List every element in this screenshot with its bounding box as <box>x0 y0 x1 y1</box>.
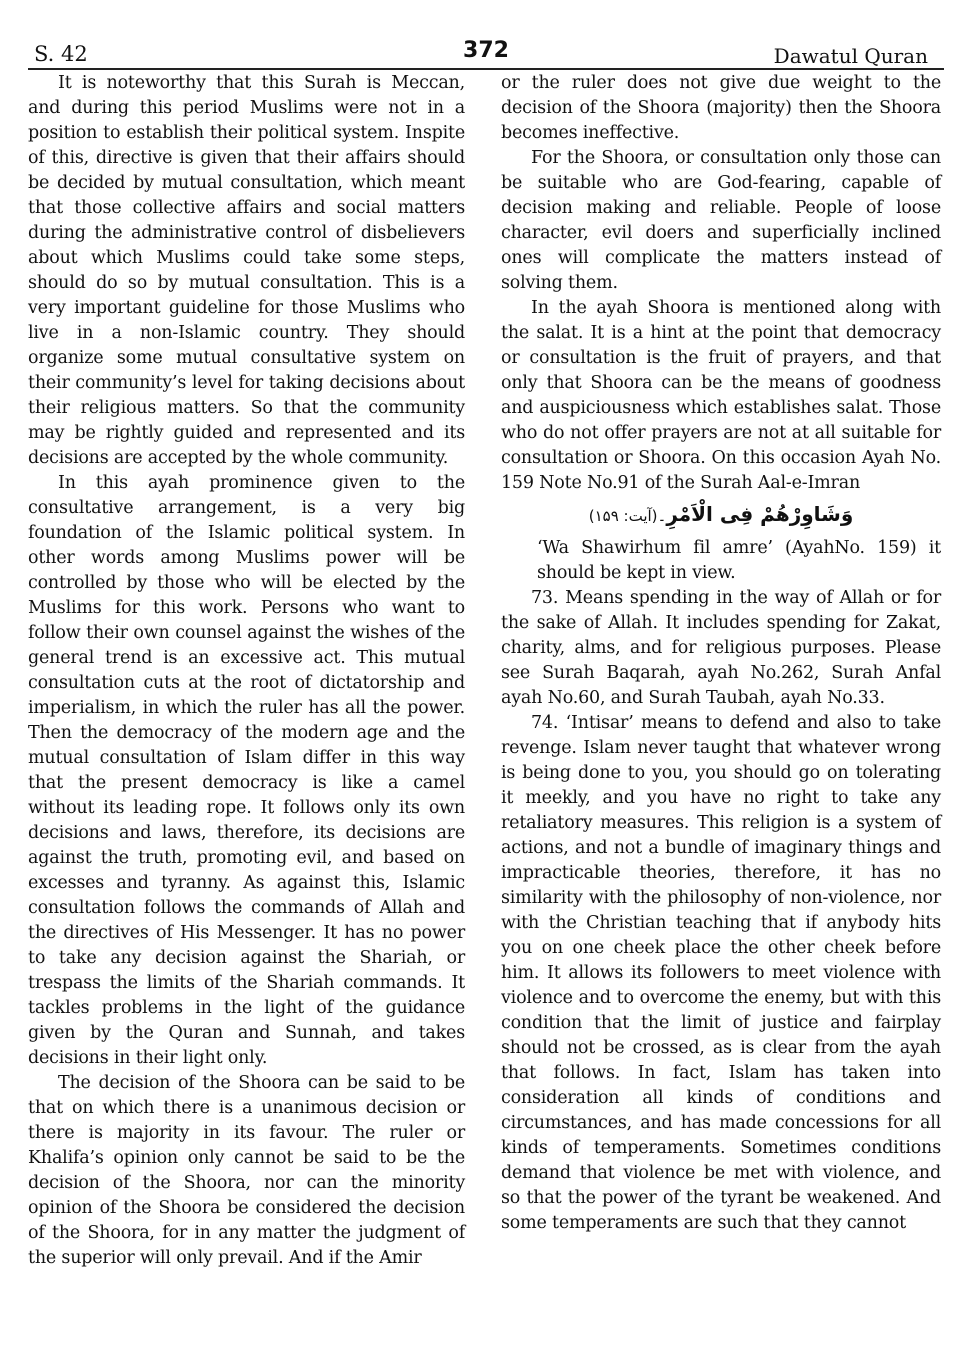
right-column <box>501 71 941 1236</box>
note-73: 73. Means spending in the way of Allah or for the sake of Allah. It includes spending for Zakat, charity, alms, and for religious purposes. Please see Surah Baqarah, ayah No.262, Surah Anfal ayah No.60, and Surah Taubah, ayah No.33. <box>501 588 941 708</box>
paragraph-shoora-suitability: For the Shoora, or consultation only those can be suitable who are God-fearing, capable of decision making and reliable. People of loose character, evil doers and superficially inclined ones will complicate the matters instead of solving them. <box>501 148 941 293</box>
arabic-verse <box>501 499 941 531</box>
page-number: 372 <box>463 38 509 63</box>
surah-number: S. 42 <box>34 42 88 66</box>
paragraph-continuation: or the ruler does not give due weight to the decision of the Shoora (majority) then the Shoora becomes ineffective. <box>501 73 941 143</box>
verse-transliteration: ‘Wa Shawirhum fil amre’ (AyahNo. 159) it should be kept in view. <box>537 538 941 583</box>
note-74: 74. ‘Intisar’ means to defend and also to take revenge. Islam never taught that whatever wrong is being done to you, you should go on tolerating it meekly, and you have no right to take any retaliatory measures. This religion is a system of actions, and not a bundle of imaginary things and impracticable theories, therefore, it has no similarity with the philosophy of non-violence, nor with the Christian teaching that if anybody hits you on one cheek place the other cheek before him. It allows its followers to meet violence with violence and to overcome the enemy, but with this condition that the limit of justice and fairplay should not be crossed, as is clear from the ayah that follows. In fact, Islam has taken into consideration all kinds of conditions and circumstances, and has made concessions for all kinds of temperaments. Sometimes conditions demand that violence be met with violence, and so that the power of the tyrant be weakened. And some temperaments are such that they cannot <box>501 713 941 1233</box>
paragraph-consultative-arrangement: In this ayah prominence given to the consultative arrangement, is a very big foundation of the Islamic political system. In other words among Muslims power will be controlled by those who will be elected by the Muslims for this work. Persons who want to follow their own counsel against the wishes of the general trend is an excessive act. This mutual consultation cuts at the root of dictatorship and imperialism, in which the ruler has all the power. Then the democracy of the modern age and the mutual consultation of Islam differ in this way that the present democracy is like a camel without its leading rope. It follows only its own decisions and laws, therefore, its decisions are against the truth, promoting evil, and based on excesses and tyranny. As against this, Islamic consultation follows the commands of Allah and the directives of His Messenger. It has no power to take any decision against the Shariah, or trespass the limits of the Shariah commands. It tackles problems in the light of the guidance given by the Quran and Sunnah, and takes decisions in their light only. <box>28 473 465 1068</box>
left-column <box>28 71 465 1271</box>
page-header <box>28 38 944 70</box>
paragraph-meccan-surah: It is noteworthy that this Surah is Meccan, and during this period Muslims were not in a position to establish their political system. Inspite of this, directive is given that their affairs should be decided by mutual consultation, which meant that those collective affairs and social matters during the administrative control of disbelievers about which Muslims could take some steps, should do so by mutual consultation. This is a very important guideline for those Muslims who live in a non-Islamic country. They should organize some mutual consultative system on their community’s level for taking decisions about their religious matters. So that the community may be rightly guided and represented and its decisions are accepted by the whole community. <box>28 73 465 468</box>
header-rule <box>28 68 944 70</box>
paragraph-shoora-decision: The decision of the Shoora can be said to be that on which there is a unanimous decision or there is majority in its favour. The ruler or Khalifa’s opinion only cannot be said to be the decision of the Shoora, nor can the minority opinion of the Shoora be considered the decision of the Shoora, for in any matter the judgment of the superior will only prevail. And if the Amir <box>28 1073 465 1268</box>
arabic-verse-text: وَشَاوِرْهُمْ فِى الْاَمْرِ <box>666 502 854 526</box>
book-title: Dawatul Quran <box>773 44 928 68</box>
arabic-verse-reference: ۔(آیت: ۱۵۹) <box>588 507 667 525</box>
paragraph-shoora-salat: In the ayah Shoora is mentioned along with the salat. It is a hint at the point that democracy or consultation is the fruit of prayers, and that only that Shoora can be the means of goodness and auspiciousness which establishes salat. Those who do not offer prayers are not at all suitable for consultation or Shoora. On this occasion Ayah No. 159 Note No.91 of the Surah Aal-e-Imran <box>501 298 941 493</box>
